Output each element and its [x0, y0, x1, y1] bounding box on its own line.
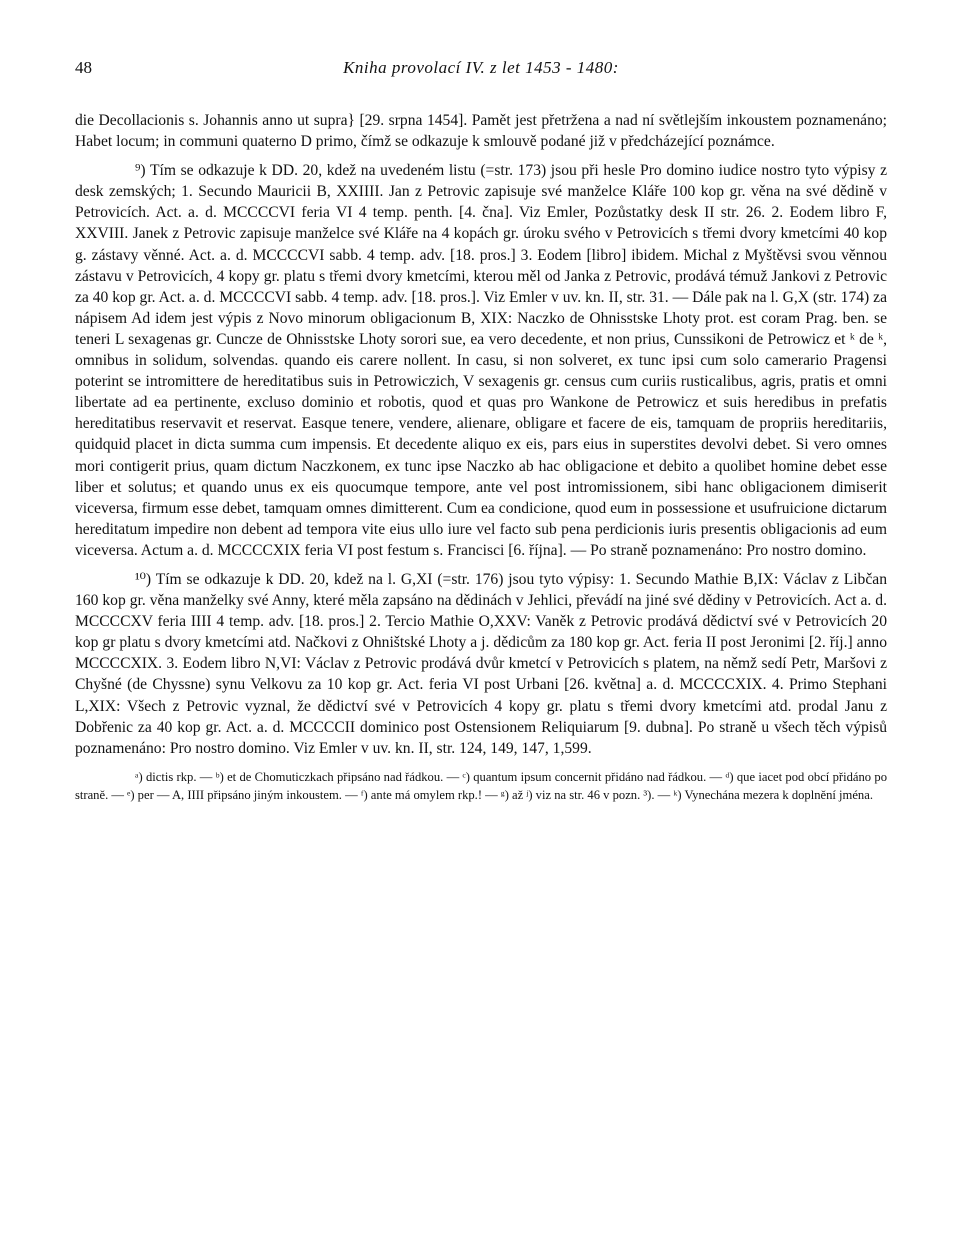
paragraph: die Decollacionis s. Johannis anno ut supra} [29. srpna 1454]. Pamět jest přetržena a nad ní světlejším inkoustem poznamenáno; Habet locum; in communi quaterno D primo, čímž se odkazuje k smlouvě podané již v předcházející poznámce.: [75, 112, 887, 151]
footnote-text: ᵃ) dictis rkp. — ᵇ) et de Chomuticzkach připsáno nad řádkou. — ᶜ) quantum ipsum concernit přidáno nad řádkou. — ᵈ) que iacet pod obcí přidáno po straně. — ᵉ) per — A, IIII připsáno jiným inkoustem. — ᶠ) ante má omylem rkp.! — ᵍ) až ʲ) viz na str. 46 v pozn. ³). — ᵏ) Vynechána mezera k doplnění jména.: [75, 769, 887, 802]
running-title: Kniha provolací IV. z let 1453 - 1480:: [343, 58, 619, 77]
page-number: 48: [75, 58, 92, 77]
paragraph: ⁹) Tím se odkazuje k DD. 20, kdež na uvedeném listu (=str. 173) jsou při hesle Pro domino iudice nostro tyto výpisy z desk zemských; 1. Secundo Mauricii B, XXIIII. Jan z Petrovic zapisuje své manželce Kláře 100 kop gr. věna na své dědině v Petrovicích. Act. a. d. MCCCCVI feria VI 4 temp. penth. [4. čna]. Viz Emler, Pozůstatky desk II str. 26. 2. Eodem libro F, XXVIII. Janek z Petrovic zapisuje manželce své Kláře na 4 kopách gr. úroku svého v Petrovicích s třemi dvory kmetcími 40 kop g. zástavy věnné. Act. a. d. MCCCCVI sabb. 4 temp. adv. [18. pros.] 3. Eodem [libro] ibidem. Michal z Myštěvsi svou věnnou zástavu v Petrovicích, 4 kopy gr. platu s třemi dvory kmetcími, kterou měl od Janka z Petrovic, prodává témuž Jankovi z Petrovic za 40 kop gr. Act. a. d. MCCCCVI sabb. 4 temp. adv. [18. pros.]. Viz Emler v uv. kn. II, str. 31. — Dále pak na l. G,X (str. 174) za nápisem Ad idem jest výpis z Novo minorum obligacionum B, XIX: Naczko de Ohnisstske Lhoty prot. est coram Prag. ben. se teneri L sexagenas gr. Cuncze de Ohnisstske Lhoty sorori sue, ea vero decedente, et non prius, Cunssikoni de Petrowicz et ᵏ de ᵏ, omnibus in solidum, solvendas. quando eis carere nollent. In casu, si non solveret, ex tunc ipsi cum solo camerario Pragensi poterint se intromittere de hereditatibus suis in Petrowiczich, V sexagenis gr. census cum curiis rusticalibus, agris, pratis et omni libertate ad ea pertinente, excluso dominio et robotis, quod et quas pro Wankone de Petrowicz et suis heredibus in prefatis hereditatibus reservavit et reservat. Easque tenere, vendere, alienare, obligare et facere de eis, tamquam de propriis hereditariis, quidquid placet in dicta summa cum impensis. Et decedente aliquo ex eis, pars eius in superstites devolvi debet. Si vero omnes mori contigerit prius, quam dictum Naczkonem, ex tunc ipse Naczko ab hac obligacione et debito a quolibet homine debet esse liber et solutus; et quando unus ex eis quocumque tempore, ante vel post intromissionem, sibi hanc obligacionem dimiserit viceversa, firmum esse debet, tamquam omnes dimitterent. Cum ea condicione, quod eum in possessione et usufruicione dictarum hereditatum impedire non debent ad tempora vite eius ullo iure vel facto sub pena perdicionis iuris presentis obligacionis ad eum viceversa. Actum a. d. MCCCCXIX feria VI post festum s. Francisci [6. října]. — Po straně poznamenáno: Pro nostro domino.: [75, 162, 887, 559]
note-10: [75, 569, 887, 759]
paragraph-continuation: [75, 110, 887, 152]
main-text: [75, 110, 887, 759]
running-header: [75, 58, 887, 84]
note-9: [75, 160, 887, 561]
paragraph: ¹⁰) Tím se odkazuje k DD. 20, kdež na l. G,XI (=str. 176) jsou tyto výpisy: 1. Secundo Mathie B,IX: Václav z Libčan 160 kop gr. věna manželky své Anny, které měla zapsáno na dědinách v Jehlici, převádí na jiné své dědiny v Petrovicích. Act a. d. MCCCCXV feria IIII 4 temp. adv. [18. pros.] 2. Tercio Mathie O,XXV: Vaněk z Petrovic prodává dědictví své v Petrovicích 20 kop gr platu s dvory kmetcími atd. Načkovi z Ohništské Lhoty a j. dědicům za 180 kop gr. Act. feria II post Jeronimi [2. říj.] anno MCCCCXIX. 3. Eodem libro N,VI: Václav z Petrovic prodává dvůr kmetcí v Petrovicích s platem, na němž sedí Petr, Maršovi z Chyšné (de Chyssne) synu Velkovu za 10 kop gr. Act. feria VI post Urbani [26. května] a. d. MCCCCXIX. 4. Primo Stephani L,XIX: Všech z Petrovic vyznal, že dědictví své v Petrovicích 4 kopy gr. platu s třemi dvory kmetcími atd. prodal Janu z Dobřenic za 40 kop gr. Act. a. d. MCCCCII dominico post Ostensionem Reliquiarum [9. dubna]. Po straně u všech těch výpisů poznamenáno: Pro nostro domino. Viz Emler v uv. kn. II, str. 124, 149, 147, 1,599.: [75, 570, 887, 757]
page: [75, 58, 887, 804]
footnotes: [75, 768, 887, 804]
